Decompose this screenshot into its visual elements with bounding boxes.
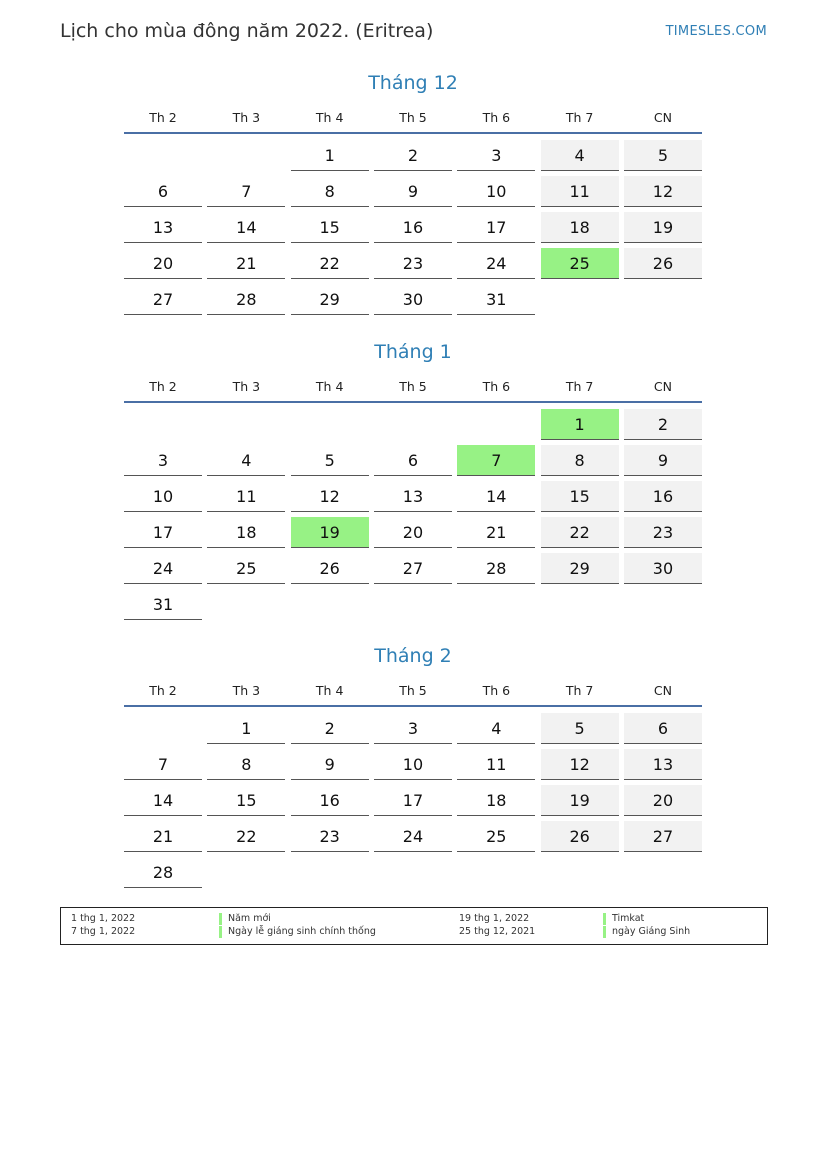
- legend-date: 7 thg 1, 2022: [71, 926, 136, 937]
- day-cell[interactable]: 12: [291, 481, 369, 512]
- day-cell[interactable]: 3: [124, 445, 202, 476]
- day-cell[interactable]: 13: [624, 749, 702, 780]
- holiday-legend: [60, 907, 768, 945]
- day-cell[interactable]: 8: [541, 445, 619, 476]
- weekday-label: Th 6: [482, 379, 511, 394]
- month-title: Tháng 12: [368, 72, 458, 94]
- day-cell[interactable]: 16: [291, 785, 369, 816]
- day-cell[interactable]: 5: [624, 140, 702, 171]
- legend-holiday-name: Năm mới: [219, 913, 271, 925]
- day-cell[interactable]: 24: [457, 248, 535, 279]
- day-cell[interactable]: 6: [624, 713, 702, 744]
- day-cell[interactable]: 9: [624, 445, 702, 476]
- brand-logo-text[interactable]: TIMESLES.COM: [665, 24, 767, 39]
- legend-date: 19 thg 1, 2022: [459, 913, 530, 924]
- day-cell[interactable]: 5: [291, 445, 369, 476]
- empty-day-cell: [374, 857, 452, 888]
- day-cell[interactable]: 13: [374, 481, 452, 512]
- day-cell[interactable]: 20: [374, 517, 452, 548]
- day-cell[interactable]: 19: [624, 212, 702, 243]
- day-cell[interactable]: 12: [624, 176, 702, 207]
- week-row: [124, 517, 702, 548]
- day-cell[interactable]: 23: [624, 517, 702, 548]
- day-cell[interactable]: 16: [374, 212, 452, 243]
- day-cell[interactable]: 18: [207, 517, 285, 548]
- day-cell[interactable]: 31: [457, 284, 535, 315]
- day-cell[interactable]: 6: [374, 445, 452, 476]
- weekday-label: Th 7: [565, 110, 594, 125]
- empty-day-cell: [291, 857, 369, 888]
- day-cell[interactable]: 24: [374, 821, 452, 852]
- empty-day-cell: [541, 857, 619, 888]
- week-row: [124, 212, 702, 243]
- day-cell[interactable]: 26: [624, 248, 702, 279]
- month-calendar: [124, 641, 702, 893]
- day-cell[interactable]: 11: [207, 481, 285, 512]
- day-cell[interactable]: 19: [291, 517, 369, 548]
- day-cell[interactable]: 22: [291, 248, 369, 279]
- weekday-label: Th 4: [315, 683, 344, 698]
- day-cell[interactable]: 28: [124, 857, 202, 888]
- week-row: [124, 140, 702, 171]
- day-cell[interactable]: 30: [374, 284, 452, 315]
- day-cell[interactable]: 2: [624, 409, 702, 440]
- day-cell[interactable]: 4: [457, 713, 535, 744]
- legend-holiday-name: Timkat: [603, 913, 644, 925]
- weekday-label: Th 7: [565, 379, 594, 394]
- day-cell[interactable]: 1: [291, 140, 369, 171]
- weekday-label: Th 5: [399, 110, 427, 125]
- empty-day-cell: [457, 409, 535, 440]
- legend-date: 25 thg 12, 2021: [459, 926, 536, 937]
- day-cell[interactable]: 5: [541, 713, 619, 744]
- day-cell[interactable]: 15: [291, 212, 369, 243]
- day-cell[interactable]: 23: [291, 821, 369, 852]
- day-cell[interactable]: 14: [457, 481, 535, 512]
- weekday-label: Th 3: [232, 379, 261, 394]
- weekday-label: Th 5: [399, 379, 427, 394]
- day-cell[interactable]: 3: [374, 713, 452, 744]
- legend-date: 1 thg 1, 2022: [71, 913, 136, 924]
- weekday-label: Th 2: [149, 379, 177, 394]
- weekday-label: CN: [653, 110, 673, 125]
- weekday-header-row: [124, 671, 702, 707]
- day-cell[interactable]: 28: [457, 553, 535, 584]
- day-cell[interactable]: 18: [457, 785, 535, 816]
- day-cell[interactable]: 25: [457, 821, 535, 852]
- day-cell[interactable]: 14: [124, 785, 202, 816]
- month-calendar: [124, 68, 702, 320]
- empty-day-cell: [207, 589, 285, 620]
- weekday-label: Th 3: [232, 683, 261, 698]
- week-row: [124, 553, 702, 584]
- month-calendar: [124, 337, 702, 625]
- day-cell[interactable]: 22: [541, 517, 619, 548]
- day-cell[interactable]: 21: [207, 248, 285, 279]
- day-cell[interactable]: 1: [541, 409, 619, 440]
- legend-holiday-name: ngày Giáng Sinh: [603, 926, 690, 938]
- day-cell[interactable]: 27: [624, 821, 702, 852]
- weekday-label: Th 2: [149, 683, 177, 698]
- day-cell[interactable]: 4: [541, 140, 619, 171]
- day-cell[interactable]: 20: [624, 785, 702, 816]
- day-cell[interactable]: 27: [124, 284, 202, 315]
- month-title: Tháng 2: [374, 645, 452, 667]
- page-title: Lịch cho mùa đông năm 2022. (Eritrea): [60, 20, 434, 42]
- day-cell[interactable]: 10: [457, 176, 535, 207]
- week-row: [124, 481, 702, 512]
- weekday-header-row: [124, 367, 702, 403]
- week-row: [124, 284, 702, 315]
- day-cell[interactable]: 15: [207, 785, 285, 816]
- day-cell[interactable]: 24: [124, 553, 202, 584]
- weekday-label: Th 6: [482, 683, 511, 698]
- day-cell[interactable]: 29: [291, 284, 369, 315]
- weekday-label: CN: [653, 683, 673, 698]
- day-cell[interactable]: 20: [124, 248, 202, 279]
- empty-day-cell: [541, 589, 619, 620]
- day-cell[interactable]: 23: [374, 248, 452, 279]
- weekday-label: Th 5: [399, 683, 427, 698]
- empty-day-cell: [207, 857, 285, 888]
- day-cell[interactable]: 17: [457, 212, 535, 243]
- week-row: [124, 749, 702, 780]
- legend-holiday-name: Ngày lễ giáng sinh chính thống: [219, 926, 376, 938]
- day-cell[interactable]: 6: [124, 176, 202, 207]
- day-cell[interactable]: 10: [124, 481, 202, 512]
- empty-day-cell: [291, 589, 369, 620]
- weekday-label: Th 2: [149, 110, 177, 125]
- day-cell[interactable]: 9: [374, 176, 452, 207]
- day-cell[interactable]: 27: [374, 553, 452, 584]
- weekday-label: Th 3: [232, 110, 261, 125]
- day-cell[interactable]: 13: [124, 212, 202, 243]
- weekday-label: Th 6: [482, 110, 511, 125]
- weekday-label: CN: [653, 379, 673, 394]
- day-cell[interactable]: 22: [207, 821, 285, 852]
- month-title: Tháng 1: [374, 341, 452, 363]
- empty-day-cell: [124, 140, 202, 171]
- day-cell[interactable]: 28: [207, 284, 285, 315]
- empty-day-cell: [207, 409, 285, 440]
- day-cell[interactable]: 1: [207, 713, 285, 744]
- day-cell[interactable]: 11: [541, 176, 619, 207]
- week-row: [124, 248, 702, 279]
- day-cell[interactable]: 25: [207, 553, 285, 584]
- day-cell[interactable]: 17: [374, 785, 452, 816]
- empty-day-cell: [541, 284, 619, 315]
- week-row: [124, 713, 702, 744]
- day-cell[interactable]: 26: [291, 553, 369, 584]
- day-cell[interactable]: 16: [624, 481, 702, 512]
- day-cell[interactable]: 11: [457, 749, 535, 780]
- weekday-label: Th 4: [315, 379, 344, 394]
- empty-day-cell: [374, 589, 452, 620]
- week-row: [124, 857, 702, 888]
- day-cell[interactable]: 14: [207, 212, 285, 243]
- day-cell[interactable]: 2: [374, 140, 452, 171]
- day-cell[interactable]: 18: [541, 212, 619, 243]
- day-cell[interactable]: 7: [207, 176, 285, 207]
- day-cell[interactable]: 12: [541, 749, 619, 780]
- week-row: [124, 176, 702, 207]
- day-cell[interactable]: 17: [124, 517, 202, 548]
- empty-day-cell: [124, 713, 202, 744]
- day-cell[interactable]: 21: [457, 517, 535, 548]
- day-cell[interactable]: 2: [291, 713, 369, 744]
- day-cell[interactable]: 8: [291, 176, 369, 207]
- day-cell[interactable]: 10: [374, 749, 452, 780]
- day-cell[interactable]: 7: [124, 749, 202, 780]
- day-cell[interactable]: 19: [541, 785, 619, 816]
- empty-day-cell: [457, 589, 535, 620]
- week-row: [124, 821, 702, 852]
- day-cell[interactable]: 25: [541, 248, 619, 279]
- week-row: [124, 589, 702, 620]
- day-cell[interactable]: 15: [541, 481, 619, 512]
- day-cell[interactable]: 26: [541, 821, 619, 852]
- day-cell[interactable]: 9: [291, 749, 369, 780]
- empty-day-cell: [624, 589, 702, 620]
- empty-day-cell: [207, 140, 285, 171]
- day-cell[interactable]: 4: [207, 445, 285, 476]
- day-cell[interactable]: 7: [457, 445, 535, 476]
- week-row: [124, 409, 702, 440]
- day-cell[interactable]: 30: [624, 553, 702, 584]
- empty-day-cell: [624, 857, 702, 888]
- week-row: [124, 445, 702, 476]
- weekday-label: Th 4: [315, 110, 344, 125]
- empty-day-cell: [124, 409, 202, 440]
- day-cell[interactable]: 3: [457, 140, 535, 171]
- day-cell[interactable]: 8: [207, 749, 285, 780]
- empty-day-cell: [624, 284, 702, 315]
- empty-day-cell: [374, 409, 452, 440]
- weekday-header-row: [124, 98, 702, 134]
- day-cell[interactable]: 29: [541, 553, 619, 584]
- week-row: [124, 785, 702, 816]
- empty-day-cell: [291, 409, 369, 440]
- day-cell[interactable]: 21: [124, 821, 202, 852]
- weekday-label: Th 7: [565, 683, 594, 698]
- empty-day-cell: [457, 857, 535, 888]
- day-cell[interactable]: 31: [124, 589, 202, 620]
